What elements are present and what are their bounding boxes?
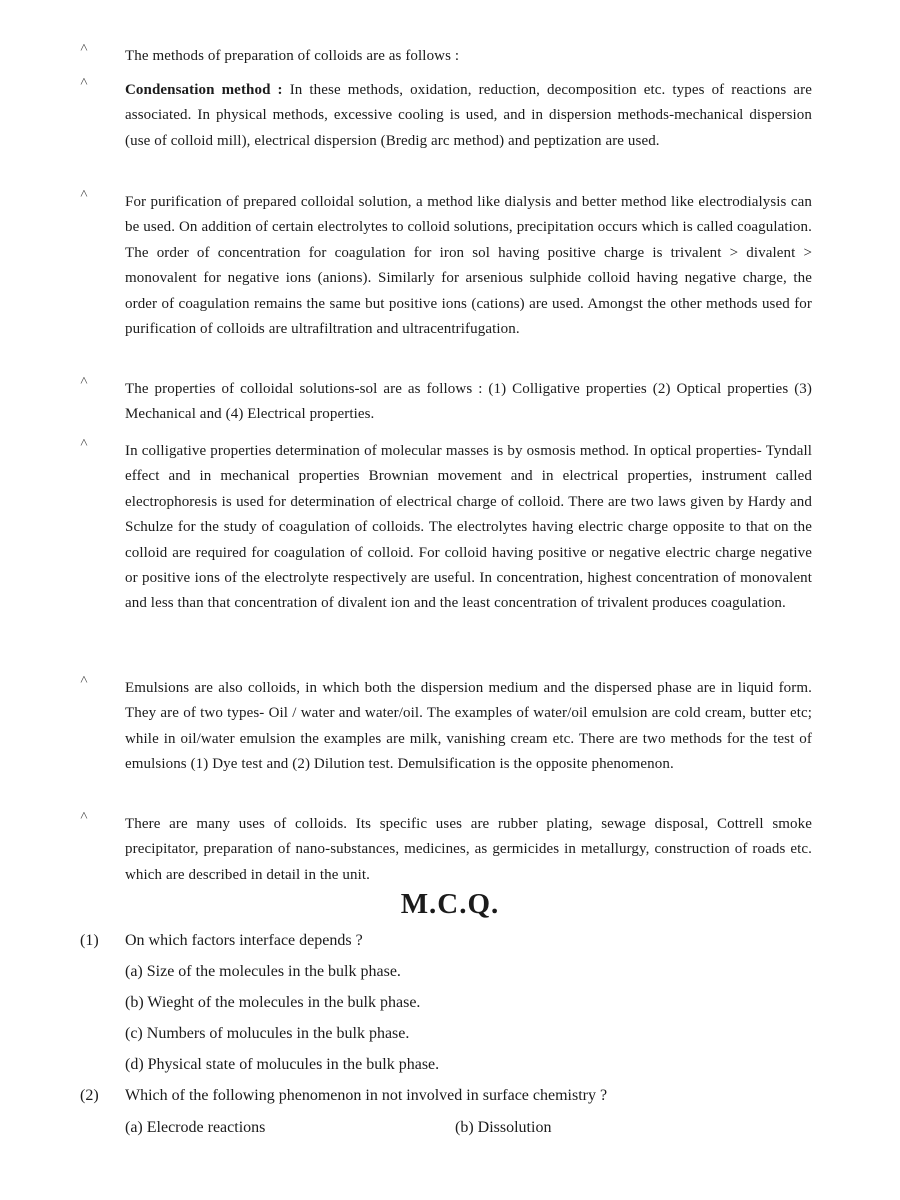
option-b: (b) Wieght of the molecules in the bulk phase. [125, 994, 421, 1011]
bullet-marker: ˄ [80, 374, 88, 389]
bullet-marker: ˄ [80, 809, 88, 824]
bullet-marker: ˄ [80, 75, 88, 90]
mcq-heading: M.C.Q. [400, 888, 500, 920]
paragraph-body: In these methods, oxidation, reduction, decomposition etc. types of reactions are associated. In physical methods, excessive cooling is used, and in dispersion methods-mechanical dispersion (use of colloid mill), electrical dispersion (Bredig arc method) and peptization are used. [125, 82, 812, 149]
question-text: Which of the following phenomenon in not involved in surface chemistry ? [125, 1087, 608, 1104]
question-number: (2) [80, 1087, 99, 1104]
option-c: (c) Numbers of molucules in the bulk phase. [125, 1025, 410, 1042]
paragraph-text: Emulsions are also colloids, in which both the dispersion medium and the dispersed phase are in liquid form. They are of two types- Oil / water and water/oil. The examples of water/oil emulsion are cold cream, butter etc; while in oil/water emulsion the examples are milk, vanishing cream etc. There are two methods for the test of emulsions (1) Dye test and (2) Dilution test. Demulsification is the opposite phenomenon. [125, 680, 812, 773]
paragraph-lead: Condensation method : [125, 82, 283, 98]
bullet-marker: ˄ [80, 436, 88, 451]
bullet-marker: ˄ [80, 673, 88, 688]
paragraph-text: For purification of prepared colloidal solution, a method like dialysis and better method like electrodialysis can be used. On addition of certain electrolytes to colloid solutions, precipitation occurs which is called coagulation. The order of concentration for coagulation for iron sol having positive charge is trivalent > divalent > monovalent for negative ions (anions). Similarly for arsenious sulphide colloid having negative charge, the order of coagulation remains the same but positive ions (cations) are used. Amongst the other methods used for purification of colloids are ultrafiltration and ultracentrifugation. [125, 194, 812, 338]
paragraph-text: The properties of colloidal solutions-sol are as follows : (1) Colligative properties (2) Optical properties (3) Mechanical and (4) Electrical properties. [125, 381, 812, 423]
option-d: (d) Physical state of molucules in the bulk phase. [125, 1056, 440, 1073]
option-a: (a) Elecrode reactions [125, 1119, 266, 1136]
option-a: (a) Size of the molecules in the bulk phase. [125, 963, 401, 980]
question-number: (1) [80, 932, 99, 949]
intro-text: The methods of preparation of colloids are as follows : [125, 48, 460, 64]
paragraph-text: In colligative properties determination of molecular masses is by osmosis method. In optical properties- Tyndall effect and in mechanical properties Brownian movement and in electrical properties, instrument called electrophoresis is used for determination of electrical charge of colloid. There are two laws given by Hardy and Schulze for the study of coagulation of colloids. The electrolytes having electric charge opposite to that on the colloid are required for coagulation of colloid. For colloid having positive or negative electric charge negative or positive ions of the electrolyte respectively are useful. In concentration, highest concentration of monovalent and less than that concentration of divalent ion and the least concentration of trivalent produces coagulation. [125, 443, 812, 612]
option-b: (b) Dissolution [455, 1119, 552, 1136]
paragraph-text [125, 78, 812, 154]
paragraph-text: There are many uses of colloids. Its specific uses are rubber plating, sewage disposal, Cottrell smoke precipitator, preparation of nano-substances, medicines, as germicides in metallurgy, construction of roads etc. which are described in detail in the unit. [125, 816, 812, 883]
bullet-marker: ˄ [80, 187, 88, 202]
bullet-marker: ˄ [80, 41, 88, 56]
question-text: On which factors interface depends ? [125, 932, 363, 949]
